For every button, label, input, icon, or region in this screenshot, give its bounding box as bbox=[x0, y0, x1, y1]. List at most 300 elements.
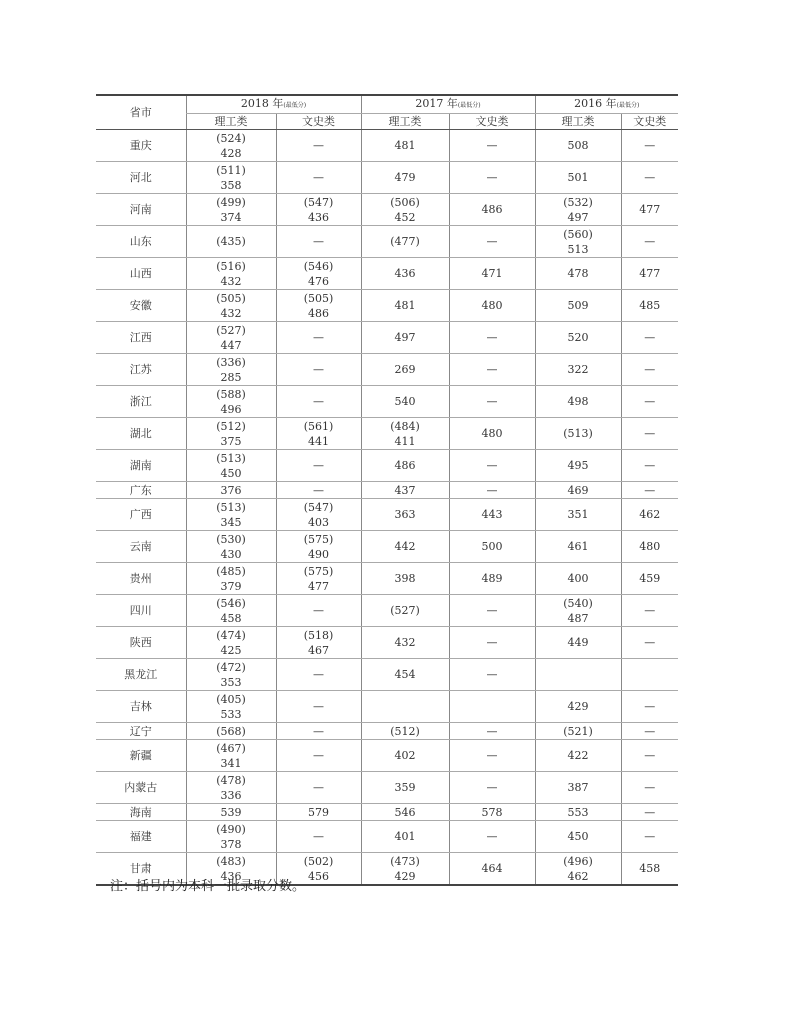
score-cell bbox=[361, 723, 449, 740]
table-row bbox=[96, 627, 678, 659]
score-cell bbox=[621, 450, 678, 482]
score-value: — bbox=[644, 235, 656, 248]
score-value: 497 bbox=[394, 331, 416, 344]
score-value: 379 bbox=[220, 579, 242, 593]
score-cell bbox=[276, 740, 361, 772]
score-cell bbox=[186, 563, 276, 595]
score-value: 481 bbox=[394, 139, 416, 152]
score-value: (336) bbox=[216, 355, 246, 369]
score-cell bbox=[361, 450, 449, 482]
score-value: (474) bbox=[216, 628, 246, 642]
score-value: 429 bbox=[567, 700, 589, 713]
score-value: 553 bbox=[567, 805, 589, 819]
sub-header: 文史类 bbox=[276, 114, 361, 130]
score-value: 477 bbox=[639, 267, 661, 280]
score-cell bbox=[186, 226, 276, 258]
score-cell bbox=[621, 691, 678, 723]
score-cell bbox=[276, 130, 361, 162]
score-cell bbox=[621, 386, 678, 418]
table-row bbox=[96, 772, 678, 804]
province-cell: 内蒙古 bbox=[96, 772, 186, 804]
score-value: 436 bbox=[308, 210, 329, 224]
score-cell bbox=[361, 595, 449, 627]
table-row bbox=[96, 691, 678, 723]
score-value: (499) bbox=[216, 195, 246, 209]
score-value: 387 bbox=[567, 781, 589, 794]
score-value: 578 bbox=[481, 805, 503, 819]
score-value: — bbox=[644, 830, 656, 843]
score-value: 469 bbox=[567, 483, 589, 497]
province-cell: 河南 bbox=[96, 194, 186, 226]
province-cell: 广东 bbox=[96, 482, 186, 499]
sub-header: 理工类 bbox=[361, 114, 449, 130]
score-value: — bbox=[313, 395, 324, 408]
score-value: 345 bbox=[220, 515, 242, 529]
admission-score-table bbox=[96, 94, 678, 886]
score-cell bbox=[621, 482, 678, 499]
score-cell bbox=[361, 659, 449, 691]
score-value: — bbox=[313, 483, 324, 497]
score-value: 579 bbox=[308, 805, 329, 819]
table-row bbox=[96, 821, 678, 853]
score-value: — bbox=[313, 331, 324, 344]
score-value: — bbox=[644, 781, 656, 794]
score-value: (530) bbox=[216, 532, 246, 546]
score-value: 501 bbox=[567, 171, 589, 184]
province-cell: 山东 bbox=[96, 226, 186, 258]
province-cell: 山西 bbox=[96, 258, 186, 290]
score-value: 400 bbox=[567, 572, 589, 585]
score-value: 509 bbox=[567, 299, 589, 312]
score-cell bbox=[449, 130, 535, 162]
score-value: 428 bbox=[220, 146, 242, 160]
score-cell bbox=[186, 499, 276, 531]
score-value: 471 bbox=[481, 267, 503, 280]
score-cell bbox=[361, 772, 449, 804]
score-cell bbox=[535, 853, 621, 886]
score-value: 403 bbox=[308, 515, 329, 529]
score-value: 341 bbox=[220, 756, 242, 770]
score-value: 436 bbox=[220, 869, 242, 883]
score-cell bbox=[276, 723, 361, 740]
score-value: 425 bbox=[220, 643, 242, 657]
score-cell bbox=[621, 162, 678, 194]
score-value: (527) bbox=[390, 604, 420, 617]
score-value: 546 bbox=[394, 805, 416, 819]
score-value: 533 bbox=[220, 707, 242, 721]
province-cell: 新疆 bbox=[96, 740, 186, 772]
score-cell bbox=[535, 162, 621, 194]
province-cell: 辽宁 bbox=[96, 723, 186, 740]
score-value: 450 bbox=[567, 830, 589, 843]
score-cell bbox=[535, 804, 621, 821]
score-value: 378 bbox=[220, 837, 242, 851]
score-value: 480 bbox=[481, 299, 503, 312]
score-value: 456 bbox=[308, 869, 329, 883]
score-cell bbox=[449, 450, 535, 482]
score-cell bbox=[621, 226, 678, 258]
score-cell bbox=[535, 627, 621, 659]
score-value: (496) bbox=[563, 854, 593, 868]
score-value: — bbox=[486, 781, 498, 794]
score-value: 477 bbox=[639, 203, 661, 216]
score-cell bbox=[535, 418, 621, 450]
score-cell bbox=[449, 740, 535, 772]
score-cell bbox=[186, 482, 276, 499]
score-cell bbox=[186, 595, 276, 627]
score-cell bbox=[361, 258, 449, 290]
score-cell bbox=[361, 740, 449, 772]
score-cell bbox=[621, 194, 678, 226]
score-value: 500 bbox=[481, 540, 503, 553]
score-value: (502) bbox=[303, 854, 334, 868]
score-cell bbox=[535, 740, 621, 772]
score-cell bbox=[361, 162, 449, 194]
score-value: 447 bbox=[220, 338, 242, 352]
score-cell bbox=[186, 162, 276, 194]
score-cell bbox=[276, 162, 361, 194]
score-value: (472) bbox=[216, 660, 246, 674]
table-row bbox=[96, 804, 678, 821]
province-cell: 陕西 bbox=[96, 627, 186, 659]
score-value: (473) bbox=[390, 854, 420, 868]
province-cell: 甘肃 bbox=[96, 853, 186, 886]
score-value: — bbox=[486, 171, 498, 184]
score-cell bbox=[535, 386, 621, 418]
score-value: — bbox=[486, 363, 498, 376]
score-cell bbox=[449, 821, 535, 853]
score-value: 374 bbox=[220, 210, 242, 224]
score-value: (478) bbox=[216, 773, 246, 787]
score-cell bbox=[186, 322, 276, 354]
score-value: 398 bbox=[394, 572, 416, 585]
score-cell bbox=[621, 659, 678, 691]
score-value: (560) bbox=[563, 227, 593, 241]
province-cell: 四川 bbox=[96, 595, 186, 627]
score-value: (575) bbox=[303, 564, 334, 578]
score-value: 452 bbox=[394, 210, 416, 224]
score-cell bbox=[276, 226, 361, 258]
score-value: 508 bbox=[567, 139, 589, 152]
score-cell bbox=[535, 821, 621, 853]
score-cell bbox=[361, 130, 449, 162]
score-cell bbox=[621, 290, 678, 322]
score-value: 486 bbox=[308, 306, 329, 320]
score-cell bbox=[449, 226, 535, 258]
score-cell bbox=[621, 499, 678, 531]
score-cell bbox=[535, 290, 621, 322]
province-header: 省市 bbox=[96, 95, 186, 130]
score-cell bbox=[186, 627, 276, 659]
score-cell bbox=[449, 386, 535, 418]
score-value: (527) bbox=[216, 323, 246, 337]
score-value: — bbox=[644, 427, 656, 440]
province-cell: 广西 bbox=[96, 499, 186, 531]
score-value: 459 bbox=[639, 572, 661, 585]
score-cell bbox=[361, 499, 449, 531]
score-value: 513 bbox=[567, 242, 589, 256]
score-value: 358 bbox=[220, 178, 242, 192]
score-value: (546) bbox=[303, 259, 334, 273]
score-value: — bbox=[313, 604, 324, 617]
score-cell bbox=[276, 563, 361, 595]
score-value: (547) bbox=[303, 500, 334, 514]
score-value: 443 bbox=[481, 508, 503, 521]
score-cell bbox=[361, 482, 449, 499]
score-cell bbox=[535, 595, 621, 627]
score-cell bbox=[276, 659, 361, 691]
score-value: 351 bbox=[567, 508, 589, 521]
score-cell bbox=[276, 258, 361, 290]
score-cell bbox=[449, 531, 535, 563]
score-value: 432 bbox=[394, 636, 416, 649]
score-value: (484) bbox=[390, 419, 420, 433]
score-cell bbox=[276, 450, 361, 482]
score-value: 432 bbox=[220, 306, 242, 320]
score-value: — bbox=[486, 331, 498, 344]
score-cell bbox=[449, 482, 535, 499]
province-cell: 黑龙江 bbox=[96, 659, 186, 691]
score-cell bbox=[621, 563, 678, 595]
score-value: 464 bbox=[481, 862, 503, 875]
score-cell bbox=[449, 804, 535, 821]
score-value: 462 bbox=[567, 869, 589, 883]
score-value: 462 bbox=[639, 508, 661, 521]
score-value: 486 bbox=[481, 203, 503, 216]
table-row bbox=[96, 595, 678, 627]
score-value: (513) bbox=[563, 427, 593, 440]
score-cell bbox=[449, 772, 535, 804]
score-cell bbox=[621, 627, 678, 659]
score-cell bbox=[535, 130, 621, 162]
score-cell bbox=[361, 804, 449, 821]
score-value: (512) bbox=[390, 724, 420, 738]
score-cell bbox=[186, 723, 276, 740]
score-cell bbox=[361, 386, 449, 418]
table-row bbox=[96, 482, 678, 499]
province-cell: 贵州 bbox=[96, 563, 186, 595]
score-cell bbox=[276, 418, 361, 450]
score-value: — bbox=[313, 749, 324, 762]
score-value: (505) bbox=[216, 291, 246, 305]
score-cell bbox=[449, 563, 535, 595]
score-cell bbox=[276, 595, 361, 627]
province-cell: 湖南 bbox=[96, 450, 186, 482]
score-value: — bbox=[486, 668, 498, 681]
score-value: (485) bbox=[216, 564, 246, 578]
score-cell bbox=[186, 740, 276, 772]
province-cell: 江西 bbox=[96, 322, 186, 354]
score-cell bbox=[361, 418, 449, 450]
province-cell: 河北 bbox=[96, 162, 186, 194]
province-cell: 安徽 bbox=[96, 290, 186, 322]
score-value: — bbox=[644, 604, 656, 617]
table-row bbox=[96, 258, 678, 290]
score-value: 540 bbox=[394, 395, 416, 408]
score-cell bbox=[535, 691, 621, 723]
score-cell bbox=[535, 322, 621, 354]
score-value: 480 bbox=[639, 540, 661, 553]
score-value: 478 bbox=[567, 267, 589, 280]
score-value: (561) bbox=[303, 419, 334, 433]
score-value: 490 bbox=[308, 547, 329, 561]
province-cell: 云南 bbox=[96, 531, 186, 563]
score-cell bbox=[361, 226, 449, 258]
score-value: 485 bbox=[639, 299, 661, 312]
score-cell bbox=[186, 772, 276, 804]
score-value: — bbox=[313, 781, 324, 794]
score-cell bbox=[186, 821, 276, 853]
score-cell bbox=[535, 482, 621, 499]
score-value: (532) bbox=[563, 195, 593, 209]
score-cell bbox=[449, 258, 535, 290]
table-row bbox=[96, 226, 678, 258]
score-value: (506) bbox=[390, 195, 420, 209]
score-value: 359 bbox=[394, 781, 416, 794]
score-value: — bbox=[486, 749, 498, 762]
score-value: 449 bbox=[567, 636, 589, 649]
score-value: — bbox=[313, 459, 324, 472]
score-value: 353 bbox=[220, 675, 242, 689]
score-value: (540) bbox=[563, 596, 593, 610]
table-row bbox=[96, 531, 678, 563]
score-cell bbox=[621, 258, 678, 290]
score-value: 467 bbox=[308, 643, 329, 657]
score-value: — bbox=[644, 459, 656, 472]
score-value: (435) bbox=[216, 235, 246, 248]
score-cell bbox=[535, 226, 621, 258]
score-value: 450 bbox=[220, 466, 242, 480]
year-header-2018: 2018 年(最低分) bbox=[186, 95, 361, 114]
score-value: 489 bbox=[481, 572, 503, 585]
table-row bbox=[96, 162, 678, 194]
score-value: — bbox=[486, 604, 498, 617]
score-value: — bbox=[486, 636, 498, 649]
score-value: (547) bbox=[303, 195, 334, 209]
province-cell: 海南 bbox=[96, 804, 186, 821]
table-row bbox=[96, 194, 678, 226]
score-cell bbox=[186, 691, 276, 723]
table-body bbox=[96, 130, 678, 886]
score-cell bbox=[361, 354, 449, 386]
score-value: (568) bbox=[216, 724, 246, 738]
footnote: 注：括号内为本科一批录取分数。 bbox=[110, 879, 306, 894]
score-value: — bbox=[486, 139, 498, 152]
province-cell: 吉林 bbox=[96, 691, 186, 723]
score-value: 486 bbox=[394, 459, 416, 472]
score-cell bbox=[621, 322, 678, 354]
table-row bbox=[96, 386, 678, 418]
score-value: 285 bbox=[220, 370, 242, 384]
table-row bbox=[96, 322, 678, 354]
score-value: 363 bbox=[394, 508, 416, 521]
score-cell bbox=[449, 659, 535, 691]
score-cell bbox=[361, 821, 449, 853]
score-cell bbox=[361, 853, 449, 886]
table-row bbox=[96, 659, 678, 691]
score-cell bbox=[186, 194, 276, 226]
score-value: 454 bbox=[394, 668, 416, 681]
score-cell bbox=[535, 531, 621, 563]
sub-header: 文史类 bbox=[449, 114, 535, 130]
score-value: (575) bbox=[303, 532, 334, 546]
score-value: (513) bbox=[216, 451, 246, 465]
table-row bbox=[96, 290, 678, 322]
score-cell bbox=[535, 354, 621, 386]
table-row bbox=[96, 723, 678, 740]
score-value: — bbox=[486, 724, 498, 738]
score-cell bbox=[276, 499, 361, 531]
score-value: 401 bbox=[394, 830, 416, 843]
score-value: — bbox=[486, 830, 498, 843]
score-value: (512) bbox=[216, 419, 246, 433]
score-cell bbox=[361, 563, 449, 595]
score-cell bbox=[449, 162, 535, 194]
province-cell: 湖北 bbox=[96, 418, 186, 450]
score-value: — bbox=[486, 395, 498, 408]
table-row bbox=[96, 354, 678, 386]
table-row bbox=[96, 450, 678, 482]
sub-header: 理工类 bbox=[186, 114, 276, 130]
score-cell bbox=[535, 258, 621, 290]
score-value: 269 bbox=[394, 363, 416, 376]
score-value: 436 bbox=[394, 267, 416, 280]
score-cell bbox=[186, 418, 276, 450]
score-value: (588) bbox=[216, 387, 246, 401]
score-cell bbox=[276, 772, 361, 804]
score-cell bbox=[621, 130, 678, 162]
sub-header: 文史类 bbox=[621, 114, 678, 130]
score-cell bbox=[186, 354, 276, 386]
score-value: 476 bbox=[308, 274, 329, 288]
score-value: 487 bbox=[567, 611, 589, 625]
score-value: 322 bbox=[567, 363, 589, 376]
score-cell bbox=[449, 499, 535, 531]
sub-header: 理工类 bbox=[535, 114, 621, 130]
table-row bbox=[96, 130, 678, 162]
score-cell bbox=[449, 194, 535, 226]
score-value: 422 bbox=[567, 749, 589, 762]
score-cell bbox=[186, 450, 276, 482]
score-value: — bbox=[313, 363, 324, 376]
score-cell bbox=[276, 627, 361, 659]
table-row bbox=[96, 740, 678, 772]
score-cell bbox=[361, 531, 449, 563]
score-value: — bbox=[313, 724, 324, 738]
score-value: — bbox=[644, 724, 656, 738]
province-cell: 浙江 bbox=[96, 386, 186, 418]
score-cell bbox=[535, 450, 621, 482]
score-value: (511) bbox=[216, 163, 246, 177]
score-cell bbox=[621, 772, 678, 804]
score-cell bbox=[276, 354, 361, 386]
score-value: 481 bbox=[394, 299, 416, 312]
score-value: (513) bbox=[216, 500, 246, 514]
score-cell bbox=[276, 386, 361, 418]
score-cell bbox=[621, 821, 678, 853]
score-cell bbox=[361, 691, 449, 723]
table-row bbox=[96, 499, 678, 531]
score-value: — bbox=[486, 459, 498, 472]
score-value: (521) bbox=[563, 724, 593, 738]
score-cell bbox=[361, 194, 449, 226]
province-cell: 重庆 bbox=[96, 130, 186, 162]
province-cell: 福建 bbox=[96, 821, 186, 853]
score-cell bbox=[276, 290, 361, 322]
score-value: 461 bbox=[567, 540, 589, 553]
score-value: (516) bbox=[216, 259, 246, 273]
score-value: — bbox=[644, 483, 656, 497]
